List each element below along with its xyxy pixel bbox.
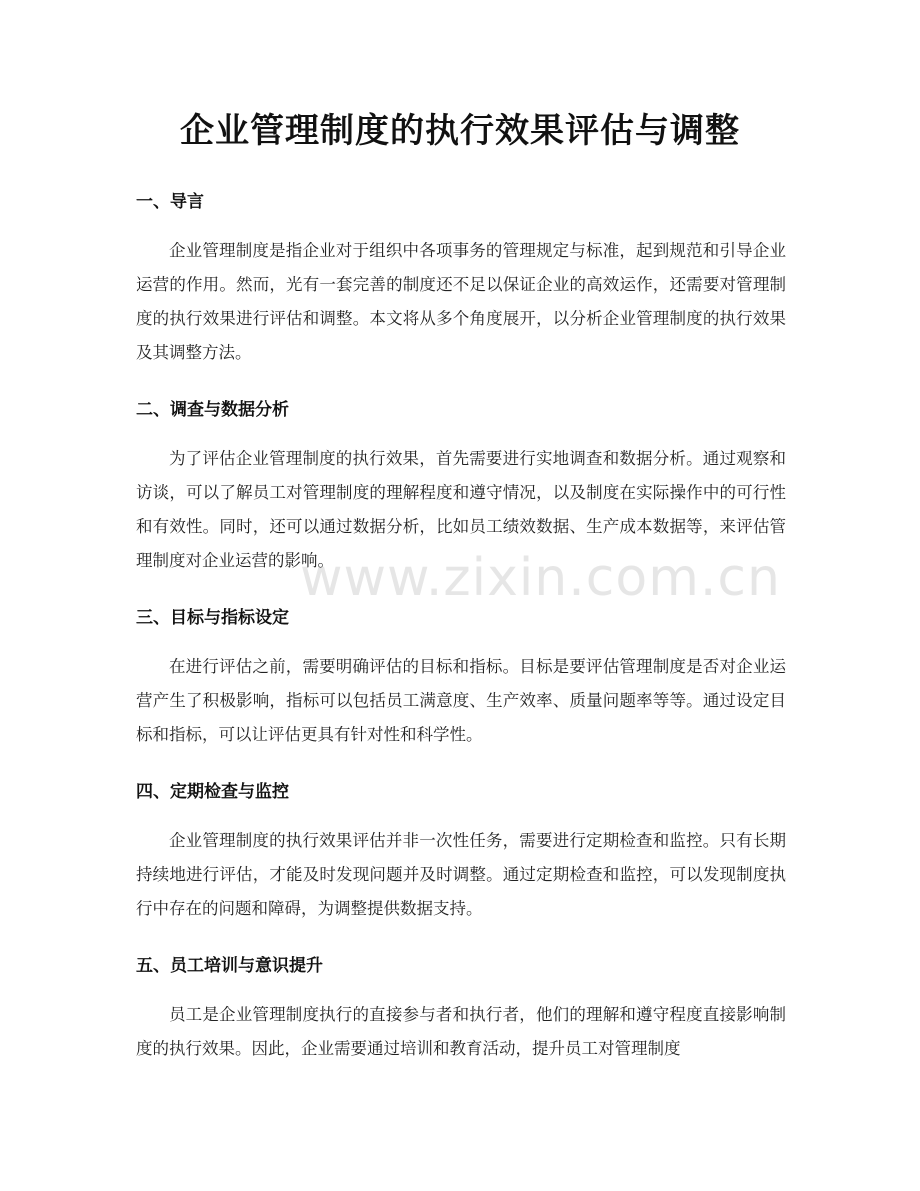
section-paragraph: 企业管理制度是指企业对于组织中各项事务的管理规定与标准，起到规范和引导企业运营的作用。然而，光有一套完善的制度还不足以保证企业的高效运作，还需要对管理制度的执行效果进行评估和调整。本文将从多个角度展开，以分析企业管理制度的执行效果及其调整方法。 (136, 241, 786, 362)
section-regular-inspection (136, 780, 786, 926)
section-survey-analysis (136, 398, 786, 578)
section-goals-indicators (136, 606, 786, 752)
section-heading: 五、员工培训与意识提升 (136, 956, 323, 976)
watermark: www.zixin.com.cn (300, 548, 781, 608)
section-paragraph: 企业管理制度的执行效果评估并非一次性任务，需要进行定期检查和监控。只有长期持续地进行评估，才能及时发现问题并及时调整。通过定期检查和监控，可以发现制度执行中存在的问题和障碍，为调整提供数据支持。 (136, 831, 786, 918)
section-paragraph: 为了评估企业管理制度的执行效果，首先需要进行实地调查和数据分析。通过观察和访谈，可以了解员工对管理制度的理解程度和遵守情况，以及制度在实际操作中的可行性和有效性。同时，还可以通过数据分析，比如员工绩效数据、生产成本数据等，来评估管理制度对企业运营的影响。 (136, 449, 786, 570)
section-heading: 一、导言 (136, 192, 204, 212)
section-heading: 四、定期检查与监控 (136, 782, 289, 802)
section-employee-training (136, 954, 786, 1066)
section-paragraph: 员工是企业管理制度执行的直接参与者和执行者，他们的理解和遵守程度直接影响制度的执行效果。因此，企业需要通过培训和教育活动，提升员工对管理制度 (136, 1005, 786, 1058)
section-introduction (136, 190, 786, 370)
section-paragraph: 在进行评估之前，需要明确评估的目标和指标。目标是要评估管理制度是否对企业运营产生了积极影响，指标可以包括员工满意度、生产效率、质量问题率等等。通过设定目标和指标，可以让评估更具有针对性和科学性。 (136, 657, 786, 744)
page-title: 企业管理制度的执行效果评估与调整 (180, 111, 740, 151)
section-heading: 三、目标与指标设定 (136, 608, 289, 628)
section-heading: 二、调查与数据分析 (136, 400, 289, 420)
